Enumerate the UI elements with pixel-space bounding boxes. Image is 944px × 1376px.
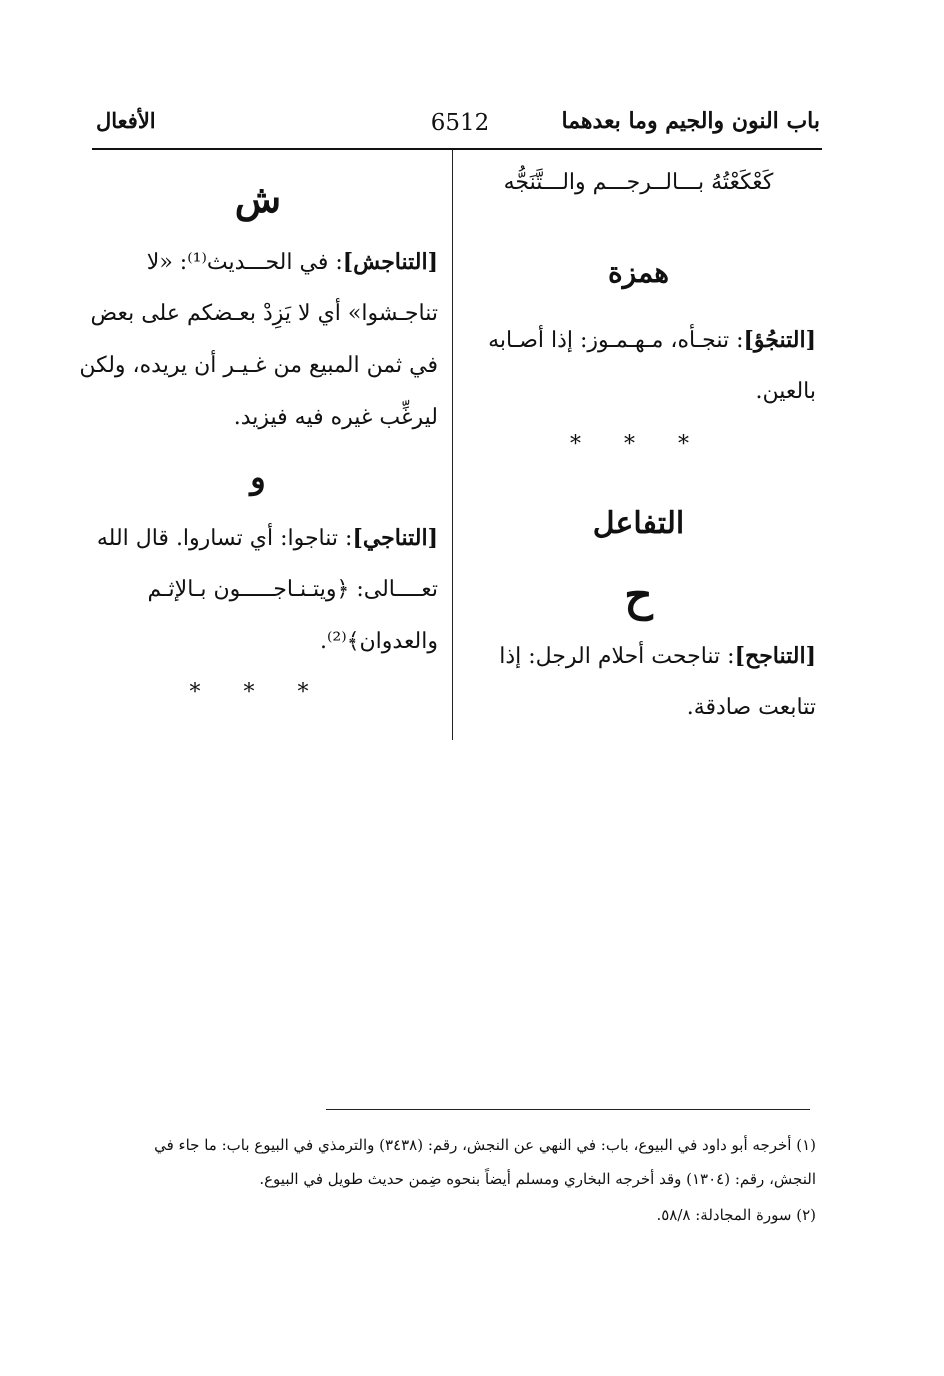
entry-tanajju-line-1 — [461, 314, 816, 367]
column-divider — [452, 150, 453, 740]
entry-tanajuh-term: [التناجح] — [734, 643, 816, 669]
entry-tanajush-text: : في الحـــديث⁽¹⁾: «لا — [146, 250, 343, 275]
running-head-section: الأفعال — [96, 108, 156, 133]
letter-heading-shin: ش — [234, 176, 282, 221]
page-number: 6512 — [430, 110, 490, 136]
footnote-1-line-2: النجش، رقم: (١٣٠٤) وقد أخرجه البخاري ومسلم أيضاً بنحوه ضِمن حديث طويل في البيوع. — [259, 1170, 816, 1188]
entry-tanajju-text: : تنجـأه، مـهـمـوز: إذا أصـابه — [488, 328, 744, 353]
letter-heading-waw: و — [250, 458, 266, 496]
entry-tanajju-line-2: بالعين. — [755, 379, 816, 404]
entry-tanajush-line-1 — [78, 236, 438, 289]
entry-tanajuh-line-1 — [461, 630, 816, 683]
running-head-chapter: باب النون والجيم وما بعدهما — [561, 108, 820, 134]
entry-tanaji-line-2: تعــــالى: ﴿ويتـنـاجـــــون بـالإثـم — [147, 577, 438, 602]
entry-tanajush-line-2: تناجـشوا» أي لا يَزِدْ بعـضكم على بعض — [90, 301, 438, 326]
section-separator-stars: * * * — [570, 432, 707, 457]
header-rule — [92, 148, 822, 150]
footnote-2: (٢) سورة المجادلة: ٥٨/٨. — [656, 1206, 816, 1224]
letter-heading-ha: ح — [624, 570, 653, 621]
entry-tanajuh-text: : تناجحت أحلام الرجل: إذا — [499, 644, 735, 669]
right-col-continuation-line: كَعْكَعْتُهُ بـــالــرجـــم والـــتَّنَجُّه — [503, 170, 774, 195]
entry-tanaji-line-3: والعدوان﴾⁽²⁾. — [319, 629, 438, 654]
entry-tanajush-term: [التناجش] — [342, 249, 438, 275]
entry-tanaji-term: [التناجي] — [352, 525, 438, 551]
footnote-1-line-1: (١) أخرجه أبو داود في البيوع، باب: في النهي عن النجش، رقم: (٣٤٣٨) والترمذي في البيوع باب: ما جاء في — [154, 1136, 816, 1154]
entry-tanajush-line-4: ليرغِّب غيره فيه فيزيد. — [233, 405, 438, 430]
footnote-rule — [326, 1109, 810, 1110]
entry-tanajush-line-3: في ثمن المبيع من غـيـر أن يريده، ولكن — [79, 353, 438, 378]
entry-tanajju-term: [التنجُؤ] — [743, 327, 816, 353]
entry-tanaji-text: : تناجوا: أي تساروا. قال الله — [96, 526, 353, 551]
entry-tanajuh-line-2: تتابعت صادقة. — [686, 695, 816, 720]
heading-tafaul: التفاعل — [592, 506, 685, 541]
entry-tanaji-line-1 — [78, 512, 438, 565]
heading-hamza: همزة — [607, 256, 670, 289]
section-separator-stars-left: * * * — [189, 680, 327, 705]
